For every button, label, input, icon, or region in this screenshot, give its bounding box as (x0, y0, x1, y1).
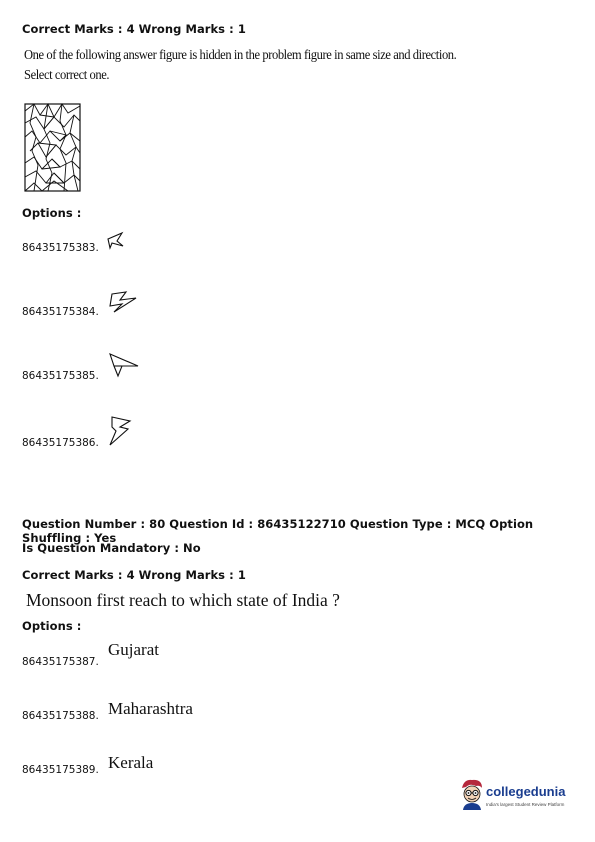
q1-question-line-2: Select correct one. (24, 67, 110, 82)
option-id: 86435175389. (22, 764, 99, 776)
q2-option-3[interactable] (22, 753, 242, 783)
option-figure-b (108, 290, 138, 314)
q1-option-3[interactable] (22, 352, 172, 382)
q1-option-2[interactable] (22, 290, 172, 320)
problem-figure (24, 103, 81, 192)
option-answer: Gujarat (108, 640, 159, 659)
option-figure-a (106, 232, 126, 250)
q2-option-2[interactable] (22, 699, 242, 729)
q2-header-line-1: Question Number : 80 Question Id : 86435122710 Question Type : MCQ Option Shuffling : Yes (22, 517, 534, 545)
option-figure-c (108, 352, 140, 378)
q1-question-line-1: One of the following answer figure is hidden in the problem figure in same size and direction. (24, 47, 457, 62)
option-id: 86435175387. (22, 656, 99, 668)
q2-question-text: Monsoon first reach to which state of India ? (26, 590, 340, 610)
collegedunia-logo (458, 778, 578, 814)
mascot-icon (458, 778, 486, 810)
option-answer: Kerala (108, 753, 154, 772)
option-figure-d (108, 415, 134, 447)
logo-tagline: India's largest Student Review Platform (486, 802, 565, 807)
q1-option-4[interactable] (22, 415, 172, 451)
logo-brand-text: collegedunia (486, 784, 566, 799)
q1-option-1[interactable] (22, 232, 172, 256)
q1-options-label: Options : (22, 206, 82, 220)
option-id: 86435175384. (22, 306, 99, 318)
option-answer: Maharashtra (108, 699, 193, 718)
q2-marks: Correct Marks : 4 Wrong Marks : 1 (22, 568, 246, 582)
q2-options-label: Options : (22, 619, 82, 633)
q1-marks: Correct Marks : 4 Wrong Marks : 1 (22, 22, 246, 36)
q2-header-line-2: Is Question Mandatory : No (22, 541, 201, 555)
q2-option-1[interactable] (22, 640, 242, 670)
q1-question-text (24, 45, 508, 85)
option-id: 86435175388. (22, 710, 99, 722)
option-id: 86435175386. (22, 437, 99, 449)
option-id: 86435175383. (22, 242, 99, 254)
option-id: 86435175385. (22, 370, 99, 382)
